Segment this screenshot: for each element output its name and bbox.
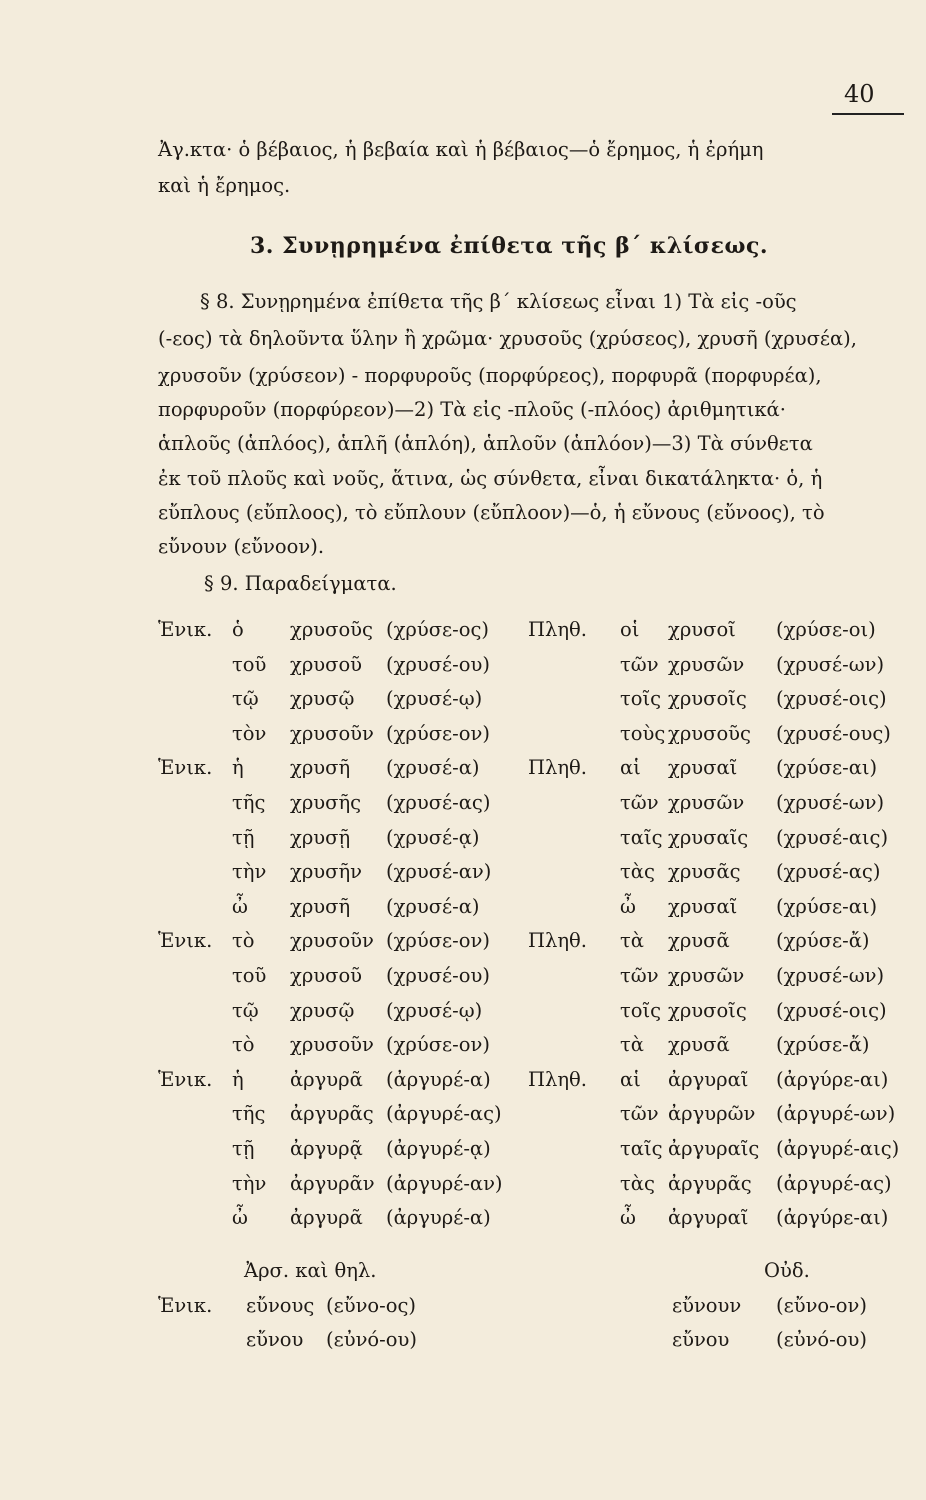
parse: (χρύσε-ον) — [386, 722, 490, 745]
plural-parse: (χρυσέ-οις) — [776, 999, 887, 1022]
paragraph-8-line: § 8. Συνῃρημένα ἐπίθετα τῆς β΄ κλίσεως εἶναι 1) Τὰ εἰς -οῦς — [200, 290, 797, 313]
article: τὴν — [232, 860, 267, 883]
plural-article: τοῖς — [620, 999, 662, 1022]
plural-form: ἀργυραῖ — [668, 1206, 749, 1229]
plural-form: χρυσῶν — [668, 964, 745, 987]
paradigm-row — [0, 999, 926, 1033]
paradigm-row — [0, 618, 926, 652]
parse: (χρυσέ-ῳ) — [386, 999, 483, 1022]
plural-form: χρυσοῖς — [668, 999, 747, 1022]
paragraph-8-line: πορφυροῦν (πορφύρεον)—2) Τὰ εἰς -πλοῦς (-πλόος) ἀριθμητικά· — [158, 398, 786, 421]
parse: (χρύσε-ος) — [386, 618, 490, 641]
plural-parse: (χρύσε-αι) — [776, 895, 878, 918]
plural-article: τῶν — [620, 964, 659, 987]
article: τῇ — [232, 826, 255, 849]
parse: (ἀργυρέ-α) — [386, 1206, 491, 1229]
plural-article: αἱ — [620, 756, 641, 779]
case-label: Ἑνικ. — [158, 1068, 213, 1091]
plural-article: ὦ — [620, 1206, 636, 1229]
plural-parse: (χρύσε-ἄ) — [776, 1033, 870, 1056]
paragraph-8-line: εὔνουν (εὔνοον). — [158, 535, 325, 558]
paragraph-8-line: ἐκ τοῦ πλοῦς καὶ νοῦς, ἅτινα, ὡς σύνθετα, εἶναι δικατάληκτα· ὁ, ἡ — [158, 467, 823, 490]
article: τὸ — [232, 1033, 255, 1056]
form: ἀργυρᾷ — [290, 1137, 363, 1160]
paragraph-8-line: χρυσοῦν (χρύσεον) - πορφυροῦς (πορφύρεος), πορφυρᾶ (πορφυρέα), — [158, 364, 822, 387]
form: χρυσῷ — [290, 999, 355, 1022]
form: χρυσοῦν — [290, 929, 374, 952]
neuter-parse: (εὔνο-ον) — [776, 1294, 867, 1317]
article: τῇ — [232, 1137, 255, 1160]
plural-form: χρυσοῖ — [668, 618, 736, 641]
paradigm-row — [0, 1068, 926, 1102]
article: τῆς — [232, 791, 266, 814]
plural-parse: (χρυσέ-οις) — [776, 687, 887, 710]
paradigm-row — [0, 791, 926, 825]
form: χρυσοῦ — [290, 964, 363, 987]
article: ὦ — [232, 895, 248, 918]
plural-article: τὰς — [620, 860, 655, 883]
neuter-form: εὔνουν — [672, 1294, 742, 1317]
parse: (ἀργυρέ-ᾳ) — [386, 1137, 491, 1160]
case-label: Ἑνικ. — [158, 756, 213, 779]
paradigm-row — [0, 929, 926, 963]
plural-form: χρυσᾶ — [668, 1033, 730, 1056]
plural-form: χρυσᾶς — [668, 860, 741, 883]
form: χρυσῆ — [290, 756, 351, 779]
article: τῷ — [232, 687, 259, 710]
plural-form: χρυσαῖς — [668, 826, 749, 849]
plural-parse: (ἀργύρε-αι) — [776, 1068, 889, 1091]
plural-parse: (χρυσέ-ων) — [776, 964, 885, 987]
plural-parse: (ἀργυρέ-ας) — [776, 1172, 892, 1195]
plural-article: τοῖς — [620, 687, 662, 710]
neuter-parse: (εὐνό-ου) — [776, 1328, 867, 1351]
article: τοῦ — [232, 964, 267, 987]
parse: (χρυσέ-α) — [386, 895, 480, 918]
plural-article: τῶν — [620, 653, 659, 676]
paradigm-row — [0, 860, 926, 894]
plural-parse: (χρυσέ-ους) — [776, 722, 891, 745]
plural-parse: (χρύσε-αι) — [776, 756, 878, 779]
plural-form: ἀργυραῖς — [668, 1137, 760, 1160]
plural-form: χρυσᾶ — [668, 929, 730, 952]
article: ἡ — [232, 756, 244, 779]
form: χρυσῆν — [290, 860, 362, 883]
parse: (χρυσέ-ῳ) — [386, 687, 483, 710]
neuter-form: εὔνου — [672, 1328, 730, 1351]
article: τὸν — [232, 722, 267, 745]
parse: (χρύσε-ον) — [386, 929, 490, 952]
gender-header-masc-fem: Ἀρσ. καὶ θηλ. — [244, 1259, 377, 1282]
form: χρυσοῦ — [290, 653, 363, 676]
plural-parse: (ἀργυρέ-αις) — [776, 1137, 900, 1160]
parse: (ἀργυρέ-αν) — [386, 1172, 503, 1195]
parse: (χρύσε-ον) — [386, 1033, 490, 1056]
paradigm-row — [0, 964, 926, 998]
article: τὴν — [232, 1172, 267, 1195]
parse: (χρυσέ-ᾳ) — [386, 826, 480, 849]
paradigm-row — [0, 1172, 926, 1206]
paradigm-row — [0, 653, 926, 687]
masc-fem-parse: (εὐνό-ου) — [326, 1328, 417, 1351]
parse: (χρυσέ-ας) — [386, 791, 491, 814]
form: ἀργυρᾶς — [290, 1102, 374, 1125]
paragraph-8-line: εὔπλους (εὔπλοος), τὸ εὔπλουν (εὔπλοον)—ὁ, ἡ εὔνους (εὔνοος), τὸ — [158, 501, 825, 524]
form: χρυσοῦν — [290, 1033, 374, 1056]
plural-parse: (ἀργύρε-αι) — [776, 1206, 889, 1229]
plural-article: τοὺς — [620, 722, 666, 745]
gender-header-neuter: Οὐδ. — [764, 1259, 810, 1282]
plural-parse: (χρυσέ-ας) — [776, 860, 881, 883]
plural-article: τῶν — [620, 791, 659, 814]
masc-fem-form: εὔνους — [246, 1294, 315, 1317]
paradigm-row — [0, 1102, 926, 1136]
form: χρυσῆ — [290, 895, 351, 918]
plural-article: τῶν — [620, 1102, 659, 1125]
paradigm-row — [0, 756, 926, 790]
plural-parse: (ἀργυρέ-ων) — [776, 1102, 896, 1125]
plural-form: χρυσαῖ — [668, 756, 738, 779]
paradigm-row — [0, 1137, 926, 1171]
plural-form: χρυσοῦς — [668, 722, 751, 745]
paragraph-9-title: § 9. Παραδείγματα. — [204, 572, 397, 595]
article: τῷ — [232, 999, 259, 1022]
case-label: Ἑνικ. — [158, 929, 213, 952]
plural-label: Πληθ. — [528, 618, 587, 641]
form: χρυσοῦν — [290, 722, 374, 745]
masc-fem-form: εὔνου — [246, 1328, 304, 1351]
plural-label: Πληθ. — [528, 1068, 587, 1091]
article: ὁ — [232, 618, 244, 641]
plural-article: τὰς — [620, 1172, 655, 1195]
plural-form: χρυσοῖς — [668, 687, 747, 710]
parse: (χρυσέ-αν) — [386, 860, 492, 883]
plural-form: ἀργυραῖ — [668, 1068, 749, 1091]
form: χρυσοῦς — [290, 618, 373, 641]
plural-parse: (χρυσέ-αις) — [776, 826, 889, 849]
plural-form: χρυσαῖ — [668, 895, 738, 918]
plural-article: τὰ — [620, 929, 644, 952]
paradigm-row — [0, 1033, 926, 1067]
paragraph-8-line: ἁπλοῦς (ἁπλόος), ἁπλῆ (ἁπλόη), ἁπλοῦν (ἁπλόον)—3) Τὰ σύνθετα — [158, 432, 813, 455]
plural-article: ταῖς — [620, 826, 663, 849]
form: χρυσῇ — [290, 826, 351, 849]
page-number-rule — [832, 113, 904, 115]
plural-article: αἱ — [620, 1068, 641, 1091]
plural-parse: (χρύσε-οι) — [776, 618, 876, 641]
intro-line: καὶ ἡ ἔρημος. — [158, 174, 291, 197]
plural-form: ἀργυρᾶς — [668, 1172, 752, 1195]
plural-form: χρυσῶν — [668, 653, 745, 676]
case-label: Ἑνικ. — [158, 1294, 213, 1317]
plural-form: χρυσῶν — [668, 791, 745, 814]
form: ἀργυρᾶν — [290, 1172, 375, 1195]
article: τὸ — [232, 929, 255, 952]
parse: (χρυσέ-α) — [386, 756, 480, 779]
paradigm-row — [0, 1206, 926, 1240]
section-heading: 3. Συνῃρημένα ἐπίθετα τῆς β΄ κλίσεως. — [250, 233, 769, 259]
article: τοῦ — [232, 653, 267, 676]
plural-article: ταῖς — [620, 1137, 663, 1160]
paradigm-row — [0, 826, 926, 860]
page-number: 40 — [844, 80, 875, 108]
paradigm-row — [0, 687, 926, 721]
eunous-row — [0, 1294, 926, 1328]
plural-parse: (χρυσέ-ων) — [776, 653, 885, 676]
parse: (ἀργυρέ-α) — [386, 1068, 491, 1091]
plural-parse: (χρύσε-ἄ) — [776, 929, 870, 952]
article: ὦ — [232, 1206, 248, 1229]
article: ἡ — [232, 1068, 244, 1091]
form: ἀργυρᾶ — [290, 1068, 363, 1091]
parse: (χρυσέ-ου) — [386, 653, 490, 676]
case-label: Ἑνικ. — [158, 618, 213, 641]
form: χρυσῆς — [290, 791, 362, 814]
plural-parse: (χρυσέ-ων) — [776, 791, 885, 814]
form: ἀργυρᾶ — [290, 1206, 363, 1229]
plural-article: τὰ — [620, 1033, 644, 1056]
paradigm-row — [0, 895, 926, 929]
plural-label: Πληθ. — [528, 756, 587, 779]
article: τῆς — [232, 1102, 266, 1125]
parse: (χρυσέ-ου) — [386, 964, 490, 987]
paragraph-8-line: (-εος) τὰ δηλοῦντα ὕλην ἢ χρῶμα· χρυσοῦς (χρύσεος), χρυσῆ (χρυσέα), — [158, 327, 857, 350]
eunous-row — [0, 1328, 926, 1362]
plural-form: ἀργυρῶν — [668, 1102, 756, 1125]
paradigm-row — [0, 722, 926, 756]
plural-article: ὦ — [620, 895, 636, 918]
masc-fem-parse: (εὔνο-ος) — [326, 1294, 417, 1317]
parse: (ἀργυρέ-ας) — [386, 1102, 502, 1125]
form: χρυσῷ — [290, 687, 355, 710]
plural-article: οἱ — [620, 618, 640, 641]
plural-label: Πληθ. — [528, 929, 587, 952]
intro-line: Ἀγ.κτα· ὁ βέβαιος, ἡ βεβαία καὶ ἡ βέβαιος—ὁ ἔρημος, ἡ ἐρήμη — [158, 138, 764, 161]
